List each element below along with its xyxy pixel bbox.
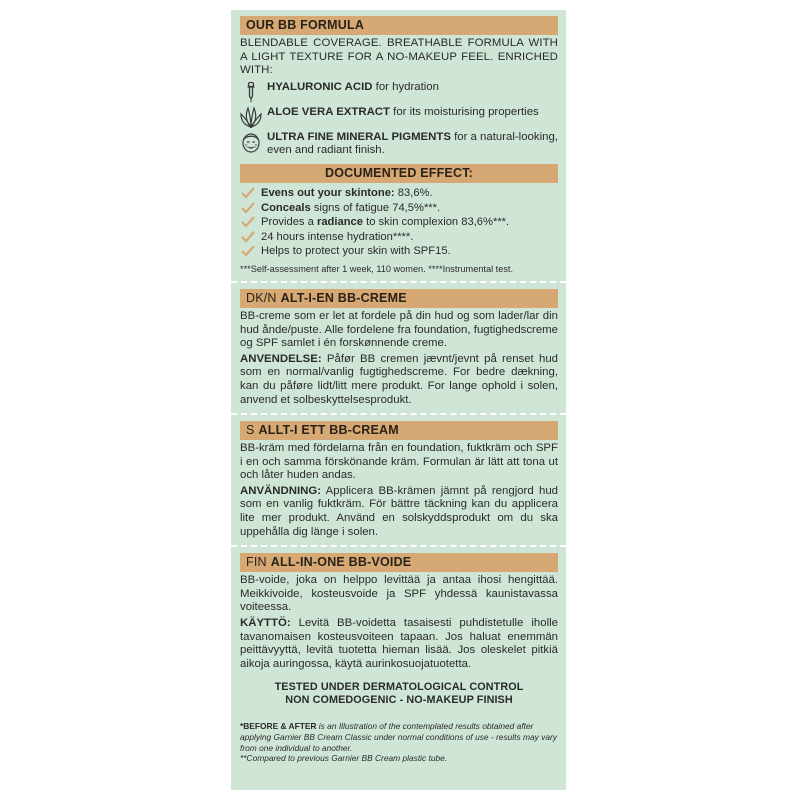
formula-intro: BLENDABLE COVERAGE. BREATHABLE FORMULA WITH A LIGHT TEXTURE FOR A NO-MAKEUP FEEL. ENRICHED WITH: — [240, 37, 558, 77]
check-icon — [241, 245, 255, 257]
ingredient-name: ULTRA FINE MINERAL PIGMENTS — [267, 130, 451, 143]
ingredient-benefit: for hydration — [372, 80, 439, 93]
dk-body: BB-creme som er let at fordele på din hud og som lader/lar din hud ånde/puste. Alle fordelene fra foundation, fugtighedscreme og SPF samlet i én forskønnende creme. — [240, 309, 558, 350]
language-code: FIN — [246, 555, 267, 570]
language-code: DK/N — [246, 290, 277, 305]
section-divider — [231, 545, 566, 547]
list-item: Provides a radiance to skin complexion 83,6%***. — [240, 215, 558, 230]
language-code: S — [246, 423, 255, 438]
effect-header: DOCUMENTED EFFECT: — [240, 164, 558, 183]
legal-footnote: *BEFORE & AFTER is an Illustration of the contemplated results obtained after applying Garnier BB Cream Classic under normal conditions of use - results may vary from one individual to another. **Compared to previous Garnier BB Cream plastic tube. — [240, 721, 557, 764]
dk-usage: ANVENDELSE: Påfør BB cremen jævnt/jevnt på renset hud som en normal/vanlig fugtighedscreme. For bedre dækning, kan du påføre lidt/litt mere produkt. For lange ophold i solen, anvend et solbeskyttelsesprodukt. — [240, 352, 558, 406]
tested-line: TESTED UNDER DERMATOLOGICAL CONTROL — [274, 681, 524, 694]
ingredient-hyaluronic — [240, 81, 558, 103]
product-info-panel — [231, 10, 566, 790]
list-item: Conceals signs of fatigue 74,5%***. — [240, 201, 558, 216]
se-body: BB-kräm med fördelarna från en foundation, fuktkräm och SPF i en och samma förskönande kräm. Formulan är lätt att tona ut och låter huden andas. — [240, 442, 558, 482]
effect-list — [240, 186, 558, 259]
section-divider — [231, 281, 566, 283]
se-header: S ALLT-I ETT BB-CREAM — [240, 421, 558, 440]
ingredient-benefit: for a natural-looking, even and radiant finish. — [267, 130, 558, 157]
fi-usage: KÄYTTÖ: Levitä BB-voidetta tasaisesti puhdistetulle iholle tavanomaisen kosteusvoiteen tapaan. Jos haluat enemmän peittävyyttä, levitä tuotetta hieman lisää. Jos oleskelet pitkiä aikoja auringossa, käytä aurinkosuojatuotetta. — [240, 617, 558, 670]
face-pigments-icon — [240, 131, 262, 153]
check-icon — [241, 202, 255, 214]
check-icon — [241, 216, 255, 228]
list-item: Helps to protect your skin with SPF15. — [240, 244, 558, 259]
ingredient-pigments — [240, 131, 558, 158]
list-item: Evens out your skintone: 83,6%. — [240, 186, 558, 201]
ingredient-benefit: for its moisturising properties — [389, 105, 539, 118]
aloe-leaf-icon — [240, 106, 262, 128]
effect-footnote: ***Self-assessment after 1 week, 110 women. ****Instrumental test. — [240, 263, 514, 274]
ingredient-name: HYALURONIC ACID — [267, 80, 373, 93]
ingredient-name: ALOE VERA EXTRACT — [267, 105, 390, 118]
ingredient-aloe — [240, 106, 558, 128]
tested-line: NON COMEDOGENIC - NO-MAKEUP FINISH — [285, 694, 513, 707]
dropper-icon — [240, 81, 262, 103]
formula-header: OUR BB FORMULA — [240, 16, 558, 35]
section-divider — [231, 413, 566, 415]
tested-claims — [240, 681, 558, 707]
fi-header: FIN ALL-IN-ONE BB-VOIDE — [240, 553, 558, 572]
fi-body: BB-voide, joka on helppo levittää ja antaa ihosi hengittää. Meikkivoide, kosteusvoide ja SPF yhdessä kaunistavassa voiteessa. — [240, 574, 558, 614]
list-item: 24 hours intense hydration****. — [240, 230, 558, 245]
dk-header: DK/N ALT-I-EN BB-CREME — [240, 289, 558, 308]
check-icon — [241, 231, 255, 243]
se-usage: ANVÄNDNING: Applicera BB-krämen jämnt på rengjord hud som en vanlig fuktkräm. För bättre täckning kan du applicera lite mer produkt. Använd en solskyddsprodukt om du ska uppehålla dig länge i solen. — [240, 484, 558, 538]
check-icon — [241, 187, 255, 199]
